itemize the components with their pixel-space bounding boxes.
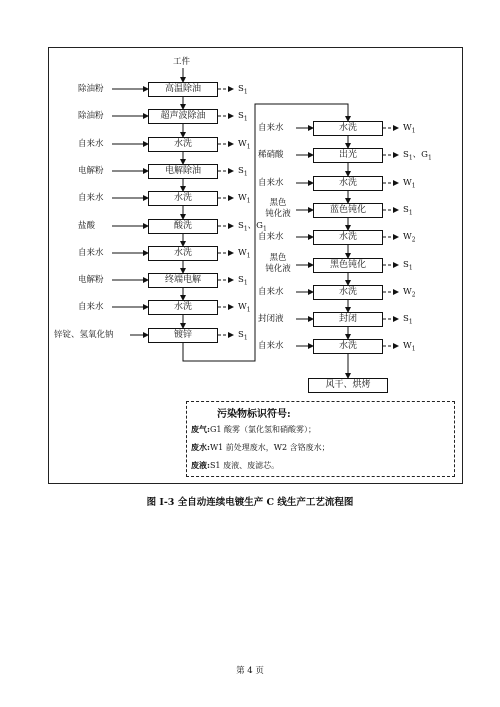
legend-label-liquid: 废液: [191, 460, 210, 470]
process-box-left-9: 水洗 [148, 300, 218, 315]
output-label-right-5: $W_2$ [403, 232, 416, 244]
process-box-left-4: 电解除油 [148, 164, 218, 179]
legend-label-gas: 废气: [191, 424, 210, 434]
process-box-right-5: 水洗 [313, 230, 383, 245]
input-label-right-6: 黑色 钝化液 [265, 253, 291, 274]
process-box-right-9: 水洗 [313, 339, 383, 354]
output-label-left-2: $S_1$ [238, 111, 248, 123]
process-box-right-8: 封闭 [313, 312, 383, 327]
page-number: 第 4 页 [236, 666, 264, 676]
output-label-right-6: $S_1$ [403, 260, 413, 272]
output-label-left-4: $S_1$ [238, 166, 248, 178]
input-label-right-4: 黑色 钝化液 [265, 198, 291, 219]
final-step-box: 风干、烘烤 [308, 378, 388, 393]
input-label-right-8: 封闭液 [258, 314, 284, 324]
output-label-right-4: $S_1$ [403, 205, 413, 217]
output-label-right-9: $W_1$ [403, 341, 416, 353]
process-box-left-3: 水洗 [148, 137, 218, 152]
input-label-left-3: 自来水 [78, 139, 104, 149]
output-label-left-3: $W_1$ [238, 139, 251, 151]
top-input-label: 工件 [173, 57, 191, 67]
output-label-left-1: $S_1$ [238, 84, 248, 96]
input-label-right-7: 自来水 [258, 287, 284, 297]
output-label-left-6: $S_1$、$G_1$ [238, 221, 267, 233]
input-label-left-10: 锌锭、氢氧化钠 [54, 330, 114, 340]
input-label-right-1: 自来水 [258, 123, 284, 133]
process-box-right-3: 水洗 [313, 176, 383, 191]
process-box-left-7: 水洗 [148, 246, 218, 261]
legend-text-water: W1 前处理废水，W2 含铬废水； [209, 443, 330, 452]
process-box-right-6: 黑色钝化 [313, 258, 383, 273]
input-label-right-2: 稀硝酸 [258, 150, 284, 160]
input-label-left-8: 电解粉 [78, 275, 104, 285]
input-label-left-7: 自来水 [78, 248, 104, 258]
process-box-left-8: 终端电解 [148, 273, 218, 288]
process-box-left-5: 水洗 [148, 191, 218, 206]
legend-text-liquid: S1 废液、废滤芯。 [209, 461, 280, 470]
output-label-right-3: $W_1$ [403, 178, 416, 190]
output-label-left-8: $S_1$ [238, 275, 248, 287]
legend-row-water [191, 442, 330, 453]
pollutant-legend [186, 401, 455, 477]
process-box-left-2: 超声波除油 [148, 109, 218, 124]
input-label-left-5: 自来水 [78, 193, 104, 203]
legend-label-water: 废水: [191, 442, 210, 452]
output-label-left-7: $W_1$ [238, 248, 251, 260]
process-box-left-10: 镀锌 [148, 328, 218, 343]
output-label-right-1: $W_1$ [403, 123, 416, 135]
legend-title: 污染物标识符号: [217, 409, 291, 420]
input-label-left-4: 电解粉 [78, 166, 104, 176]
output-label-left-5: $W_1$ [238, 193, 251, 205]
output-label-right-8: $S_1$ [403, 314, 413, 326]
process-box-left-6: 酸洗 [148, 219, 218, 234]
process-box-right-1: 水洗 [313, 121, 383, 136]
input-label-left-2: 除油粉 [78, 111, 104, 121]
figure-caption: 图 I-3 全自动连续电镀生产 C 线生产工艺流程图 [146, 497, 354, 508]
process-box-right-4: 蓝色钝化 [313, 203, 383, 218]
process-box-right-2: 出光 [313, 148, 383, 163]
process-box-right-7: 水洗 [313, 285, 383, 300]
legend-text-gas: G1 酸雾（氯化氢和硝酸雾）； [209, 425, 316, 434]
legend-row-liquid [191, 460, 279, 471]
output-label-right-7: $W_2$ [403, 287, 416, 299]
process-box-left-1: 高温除油 [148, 82, 218, 97]
input-label-right-5: 自来水 [258, 232, 284, 242]
output-label-left-9: $W_1$ [238, 302, 251, 314]
input-label-right-9: 自来水 [258, 341, 284, 351]
output-label-right-2: $S_1$、$G_1$ [403, 150, 432, 162]
input-label-right-3: 自来水 [258, 178, 284, 188]
output-label-left-10: $S_1$ [238, 330, 248, 342]
legend-row-gas [191, 424, 316, 435]
input-label-left-6: 盐酸 [78, 221, 96, 231]
input-label-left-9: 自来水 [78, 302, 104, 312]
input-label-left-1: 除油粉 [78, 84, 104, 94]
